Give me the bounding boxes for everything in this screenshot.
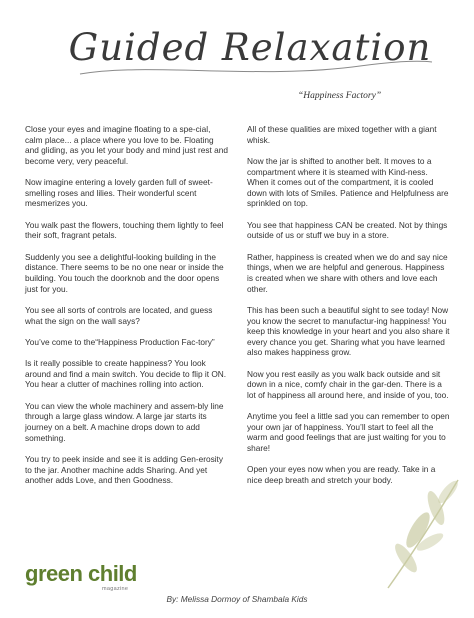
- paragraph: Anytime you feel a little sad you can remember to open your own jar of happiness. You’ll start to feel all the warm and good feelings that are just waiting for you to share!: [247, 411, 450, 454]
- byline: By: Melissa Dormoy of Shambala Kids: [166, 594, 308, 604]
- paragraph: Now you rest easily as you walk back outside and sit down in a nice, comfy chair in the gar-den. There is a lot of happiness all around here, and inside of you, too.: [247, 368, 449, 400]
- paragraph: You can view the whole machinery and assem-bly line through a large glass window. A large jar starts its journey on a belt. A machine drops down to add something.: [25, 400, 224, 443]
- paragraph: Open your eyes now when you are ready. Take in a nice deep breath and stretch your body.: [247, 464, 436, 486]
- page-subtitle: “Happiness Factory”: [298, 91, 382, 101]
- paragraph: You walk past the flowers, touching them lightly to feel their soft, fragrant petals.: [25, 219, 224, 241]
- paragraph: You’ve come to the“Happiness Production Fac-tory”: [25, 336, 215, 347]
- paragraph: Close your eyes and imagine floating to a spe-cial, calm place... a place where you love to be. Floating and gliding, as you let your body and mind just rest and become very, very peaceful.: [25, 124, 228, 166]
- paragraph: You see that happiness CAN be created. Not by things outside of us or stuff we buy in a store.: [247, 219, 448, 241]
- paragraph: You try to peek inside and see it is adding Gen-erosity to the jar. Another machine adds Sharing. And yet another adds Love, and then Goodness.: [25, 454, 224, 486]
- brand-logo-subtext: magazine: [102, 586, 129, 592]
- paragraph: This has been such a beautiful sight to see today! Now you know the secret to manufactur-ing happiness! You keep this knowledge in your heart and you also share it every chance you get. Sharing what you have learned also makes happiness grow.: [247, 304, 450, 358]
- olive-branch-decoration: [378, 470, 468, 590]
- paragraph: Now the jar is shifted to another belt. It moves to a compartment where it is steamed with Kind-ness. When it comes out of the compartment, it is cooled down with lots of Smiles. Patience and Helpfulness are sprinkled on top.: [247, 155, 449, 209]
- paragraph: Now imagine entering a lovely garden full of sweet-smelling roses and lilies. Their wonderful scent mesmerizes you.: [25, 177, 213, 209]
- title-block: [60, 22, 440, 92]
- paragraph: You see all sorts of controls are located, and guess what the sign on the wall says?: [25, 304, 213, 326]
- paragraph: Rather, happiness is created when we do and say nice things, when we are helpful and generous. Happiness is created when we share with others and love each other.: [247, 251, 448, 294]
- paragraph: All of these qualities are mixed together with a giant whisk.: [247, 124, 437, 145]
- page-title: Guided Relaxation: [68, 26, 432, 69]
- paragraph: Suddenly you see a delightful-looking building in the distance. There seems to be no one near or inside the building. You touch the doorknob and the door opens just for you.: [25, 251, 224, 294]
- left-column: [25, 124, 228, 497]
- paragraph: Is it really possible to create happiness? You look around and find a main switch. You decide to flip it ON. You hear a clutter of machines rolling into action.: [25, 358, 227, 390]
- brand-logo: green child: [25, 561, 137, 586]
- right-column: [247, 124, 450, 496]
